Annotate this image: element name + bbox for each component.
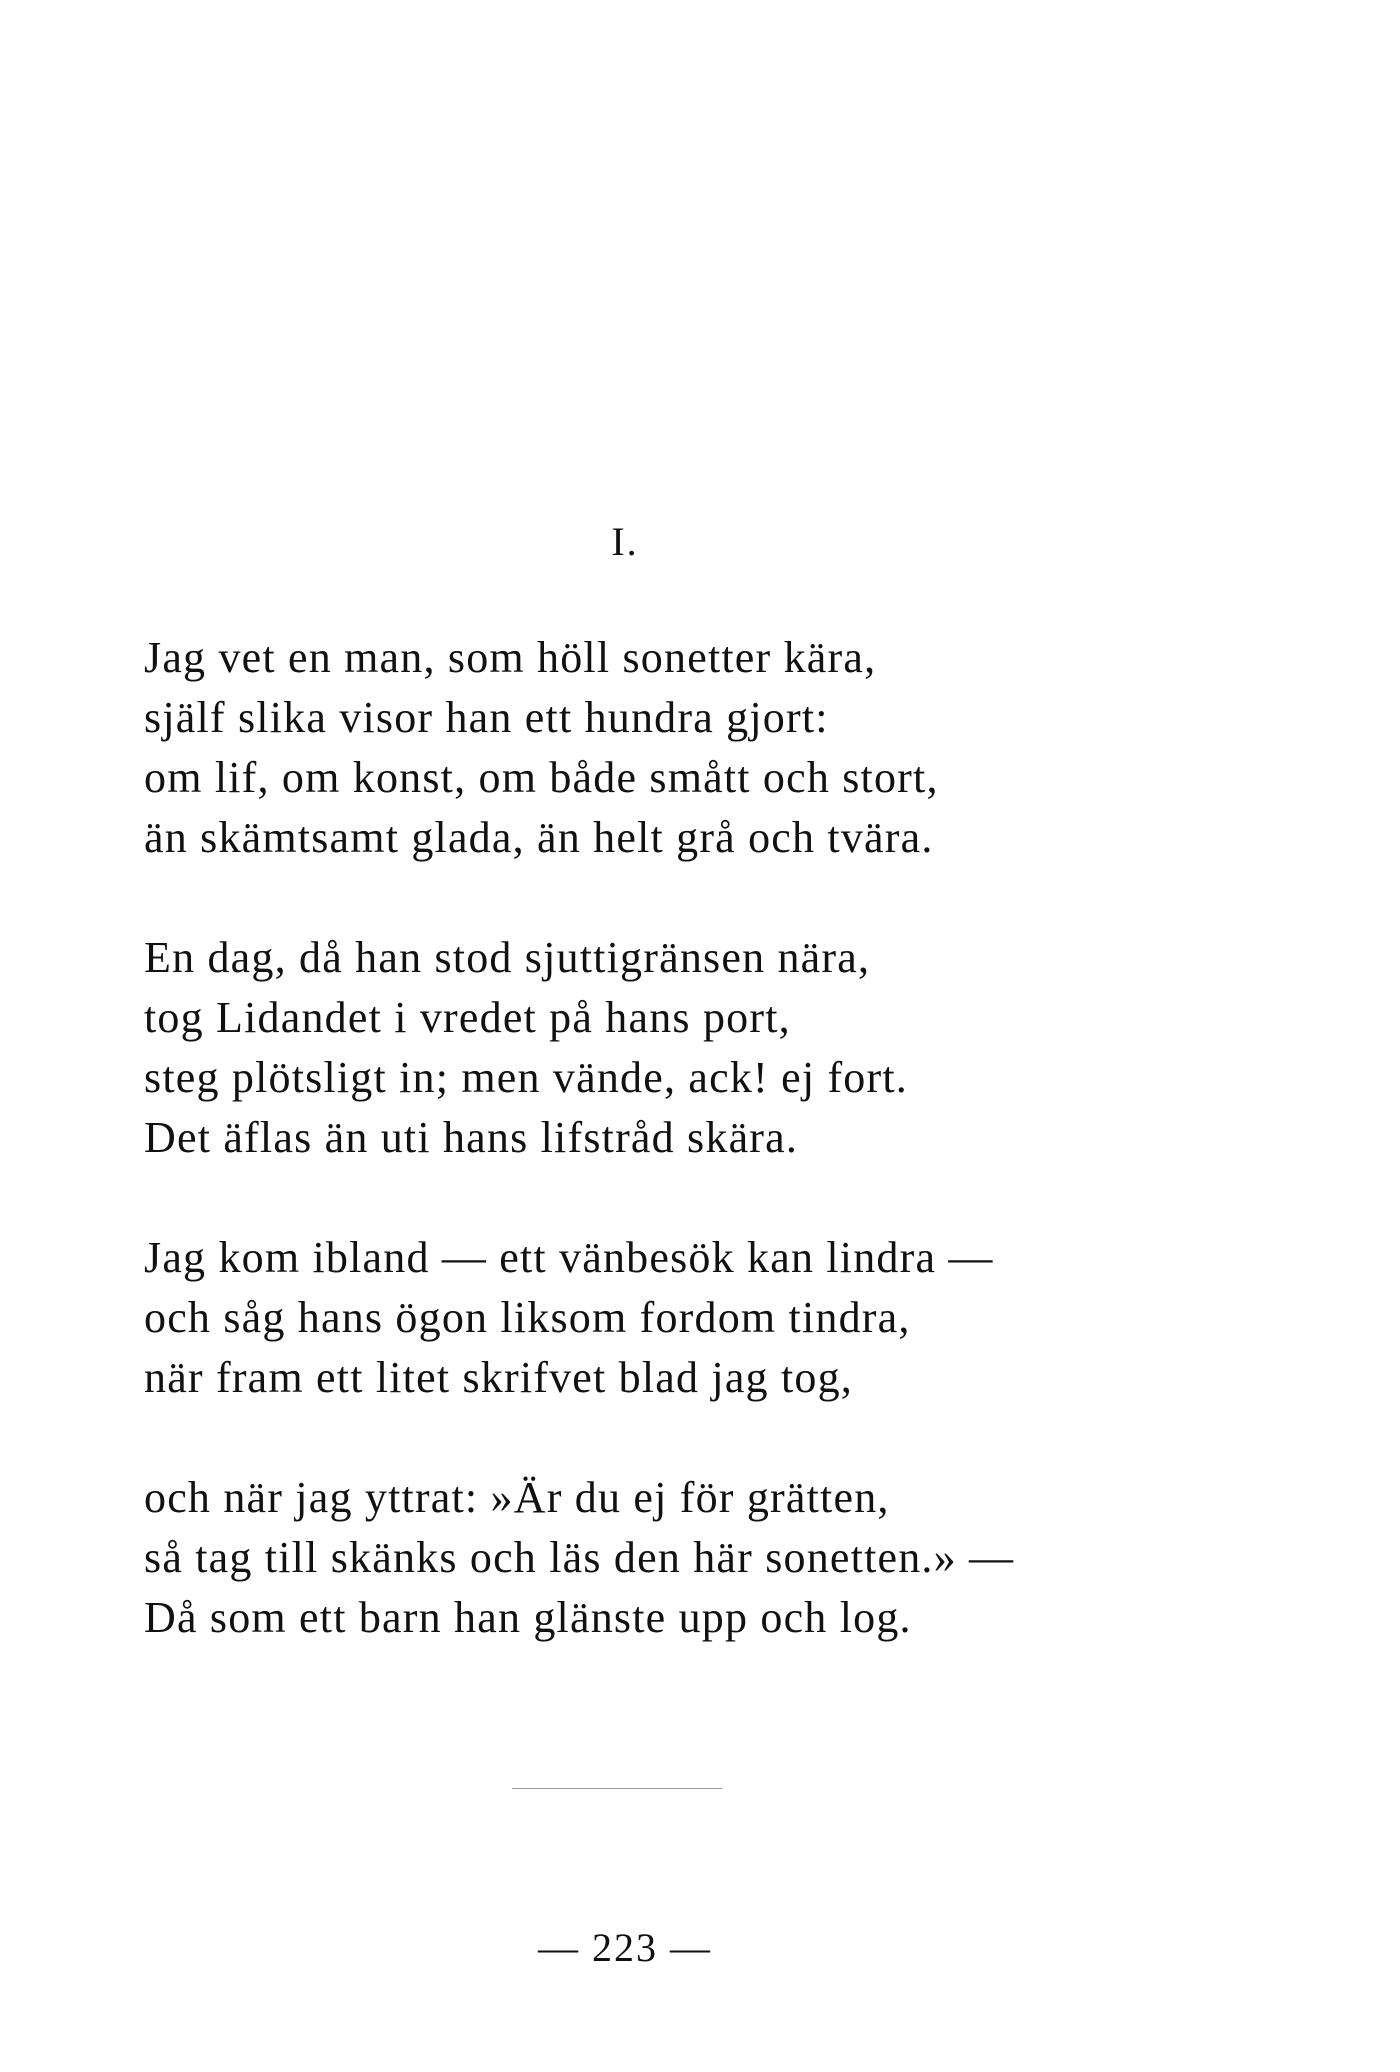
page-number: — 223 —	[538, 1925, 712, 1970]
poem-line: Det äflas än uti hans lifstråd skära.	[144, 1113, 799, 1162]
section-number: I.	[611, 519, 639, 564]
poem-line: Jag kom ibland — ett vänbesök kan lindra —	[144, 1233, 994, 1282]
poem-line: tog Lidandet i vredet på hans port,	[144, 993, 791, 1042]
quatrain-2	[144, 928, 1144, 1168]
poem-line: En dag, då han stod sjuttigränsen nära,	[144, 933, 871, 982]
quatrain-1	[144, 628, 1144, 868]
poem-line: och såg hans ögon liksom fordom tindra,	[144, 1293, 911, 1342]
poem-line: så tag till skänks och läs den här sonetten.» —	[144, 1533, 1015, 1582]
poem-line: Då som ett barn han glänste upp och log.	[144, 1593, 912, 1642]
poem-line: Jag vet en man, som höll sonetter kära,	[144, 633, 877, 682]
section-divider	[512, 1788, 722, 1789]
poem-line: själf slika visor han ett hundra gjort:	[144, 693, 829, 742]
poem-line: om lif, om konst, om både smått och stort,	[144, 753, 939, 802]
poem-line: och när jag yttrat: »Är du ej för grätten,	[144, 1473, 890, 1522]
tercet-1	[144, 1228, 1144, 1408]
poem-line: när fram ett litet skrifvet blad jag tog,	[144, 1353, 853, 1402]
tercet-2	[144, 1468, 1144, 1648]
poem-line: än skämtsamt glada, än helt grå och tvära.	[144, 813, 934, 862]
poem-line: steg plötsligt in; men vände, ack! ej fort.	[144, 1053, 908, 1102]
sonnet	[144, 628, 1144, 1648]
